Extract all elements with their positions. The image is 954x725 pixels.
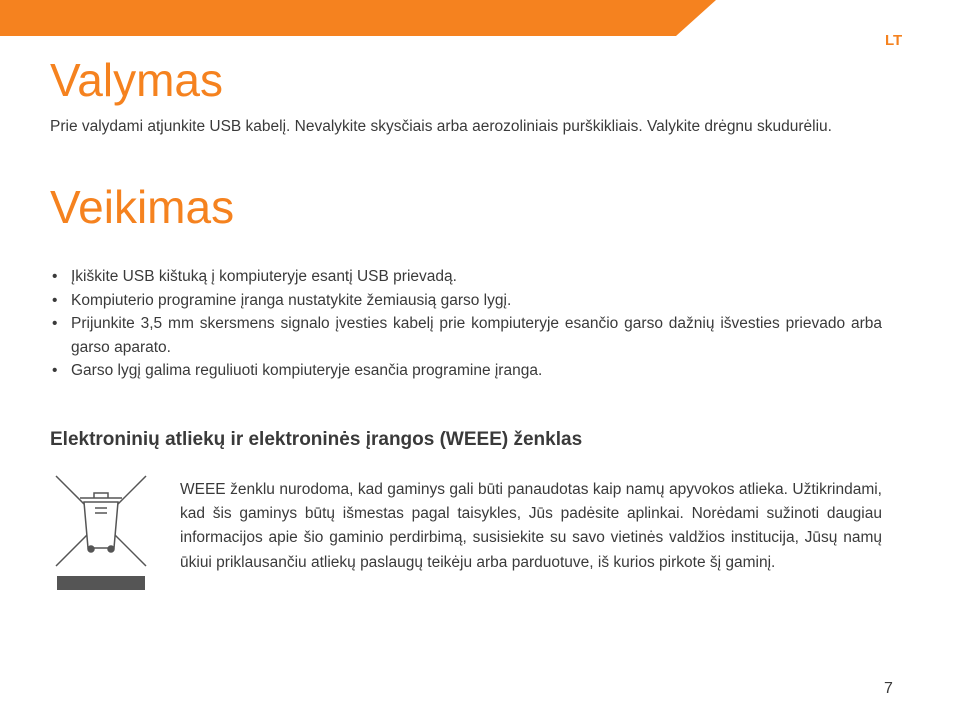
language-code: LT — [885, 32, 903, 49]
cleaning-text: Prie valydami atjunkite USB kabelį. Nevalykite skysčiais arba aerozoliniais purškikliais. Valykite drėgnu skudurėliu. — [50, 118, 832, 135]
list-item: • Įkiškite USB kištuką į kompiuteryje esantį USB prievadą. — [50, 265, 882, 289]
list-item: • Garso lygį galima reguliuoti kompiuteryje esančia programine įranga. — [50, 359, 882, 383]
list-item: • Kompiuterio programine įranga nustatykite žemiausią garso lygį. — [50, 289, 882, 313]
list-item: • Prijunkite 3,5 mm skersmens signalo įvesties kabelį prie kompiuteryje esančio garso dažnių išvesties prievado arba garso aparato. — [50, 312, 882, 359]
operation-heading: Veikimas — [50, 181, 235, 233]
weee-text: WEEE ženklu nurodoma, kad gaminys gali būti panaudotas kaip namų apyvokos atlieka. Užtikrindami, kad šis gaminys būtų išmestas pagal taisykles, Jūs padėsite aplinkai. Norėdami sužinoti daugiau informacijos apie šio gaminio perdirbimą, susisiekite su savo vietinės valdžios institucija, Jūsų namų ūkiui priklausančiu atliekų paslaugų teikėju arba parduotuve, iš kurios pirkote šį gaminį. — [180, 481, 882, 571]
weee-heading: Elektroninių atliekų ir elektroninės įrangos (WEEE) ženklas — [50, 429, 583, 450]
header-orange-band — [0, 0, 954, 36]
crossed-out-bin-icon — [54, 474, 148, 592]
page-number: 7 — [884, 680, 893, 697]
cleaning-heading: Valymas — [50, 54, 223, 106]
operation-list — [50, 265, 882, 383]
